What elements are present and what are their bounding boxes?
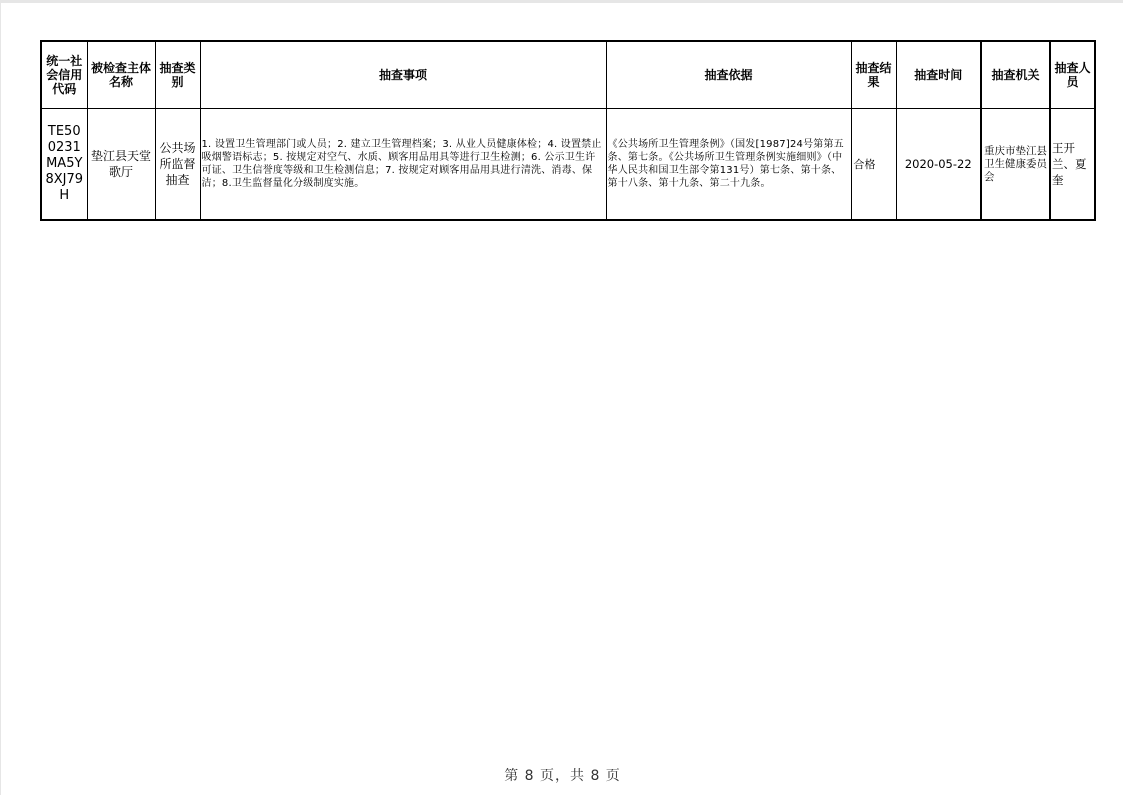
- inspection-table: [40, 40, 1096, 221]
- header-category: 抽查类别: [155, 41, 200, 109]
- header-inspectors: 抽查人员: [1050, 41, 1095, 109]
- header-basis: 抽查依据: [606, 41, 851, 109]
- cell-credit-code: TE500231MA5Y8XJ79H: [41, 109, 87, 221]
- header-date: 抽查时间: [896, 41, 981, 109]
- page-footer: 第 8 页，共 8 页: [504, 768, 621, 784]
- header-credit-code: 统一社会信用代码: [41, 41, 87, 109]
- header-result: 抽查结果: [851, 41, 896, 109]
- header-items: 抽查事项: [200, 41, 606, 109]
- cell-category: 公共场所监督抽查: [155, 109, 200, 221]
- cell-date: 2020-05-22: [896, 109, 981, 221]
- header-authority: 抽查机关: [981, 41, 1050, 109]
- table-header-row: [41, 41, 1095, 109]
- cell-items: 1. 设置卫生管理部门或人员；2. 建立卫生管理档案；3. 从业人员健康体检；4. 设置禁止吸烟警语标志；5. 按规定对空气、水质、顾客用品用具等进行卫生检测；6. 公示卫生许可证、卫生信誉度等级和卫生检测信息；7. 按规定对顾客用品用具进行清洗、消毒、保洁；8.卫生监督量化分级制度实施。: [200, 109, 606, 221]
- cell-authority: 重庆市垫江县卫生健康委员会: [981, 109, 1050, 221]
- header-entity-name: 被检查主体名称: [87, 41, 155, 109]
- cell-result: 合格: [851, 109, 896, 221]
- cell-inspectors: 王开兰、夏奎: [1050, 109, 1095, 221]
- table-row: [41, 109, 1095, 221]
- cell-entity-name: 垫江县天堂歌厅: [87, 109, 155, 221]
- cell-basis: 《公共场所卫生管理条例》（国发[1987]24号第第五条、第七条。《公共场所卫生管理条例实施细则》（中华人民共和国卫生部令第131号）第七条、第十条、第十八条、第十九条、第二十九条。: [606, 109, 851, 221]
